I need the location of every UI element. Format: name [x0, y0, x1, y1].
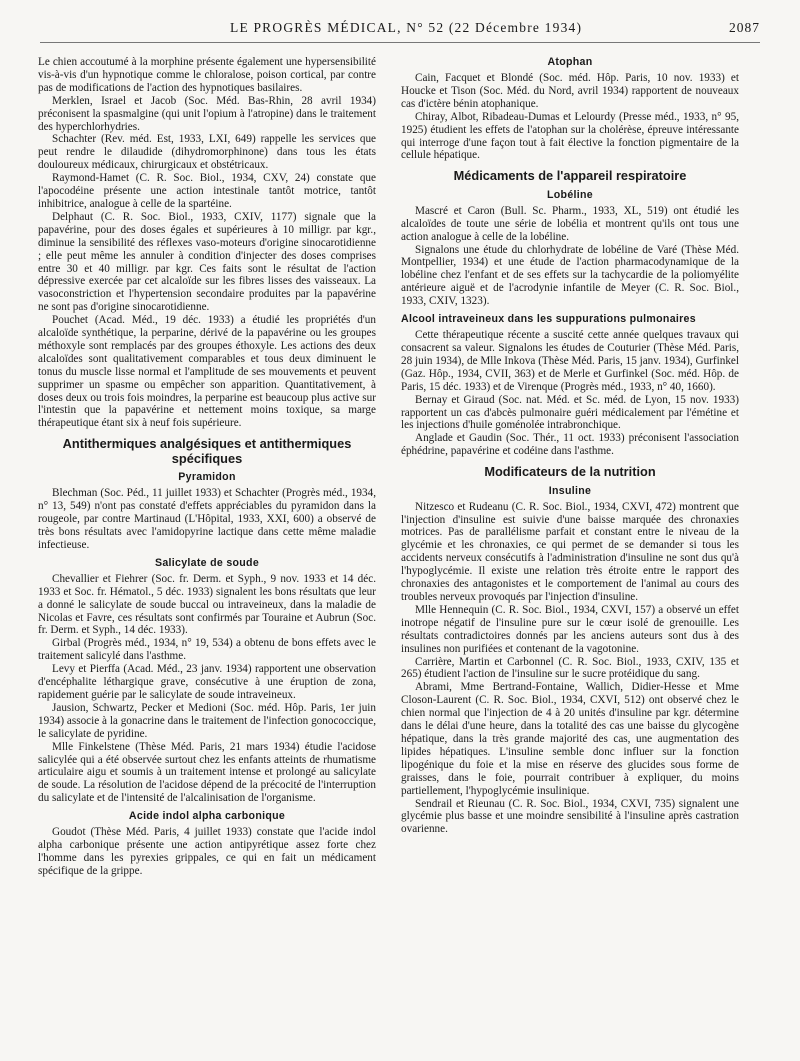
- paragraph: Girbal (Progrès méd., 1934, n° 19, 534) a obtenu de bons effets avec le traitement salicylé dans l'asthme.: [38, 637, 376, 663]
- paragraph: Jausion, Schwartz, Pecker et Medioni (Soc. méd. Hôp. Paris, 1er juin 1934) associe à la gonacrine dans le traitement de l'infection gonococcique, le salicylate de pyridine.: [38, 701, 376, 740]
- subsection-heading: Atophan: [547, 56, 593, 68]
- left-column: [38, 56, 376, 878]
- paragraph: Delphaut (C. R. Soc. Biol., 1933, CXIV, 1177) signale que la papavérine, pour des doses égales et supérieures à 10 milligr. par kgr., diminue la sensibilité des réflexes vaso-moteurs d'origine sinocarotidienne ; elle peut même les annuler à condition d'injecter des doses comprises entre 30 et 40 milligr. par kgr. Ces faits sont le résultat de l'action dépressive exercée par cet alcaloïde sur les fibres lisses des vaisseaux. La vasoconstriction et l'hypertension secondaire produites par la papavérine ne sont pas d'origine sinocarotidienne.: [38, 210, 376, 314]
- page-number: 2087: [729, 20, 760, 35]
- section-heading: Modificateurs de la nutrition: [484, 464, 656, 480]
- paragraph: Abrami, Mme Bertrand-Fontaine, Wallich, Didier-Hesse et Mme Closon-Laurent (C. R. Soc. Biol., 1934, CXVI, 512) ont observé chez le chien normal que l'injection de 4 à 20 unités d'insuline par kgr. détermine dans le délai d'une heure, dans la totalité des cas une baisse du glycogène hépatique, dans la très grande majorité des cas, une augmentation des lipides hépatiques. L'insuline semble donc influer sur la fonction lipogénique du foie et la mise en réserve des glucides sous forme de graisses, dans le foie, pourrait contribuer à expliquer, du moins partiellement, l'hypoglycémie insulinique.: [401, 681, 739, 797]
- paragraph: Cette thérapeutique récente a suscité cette année quelques travaux qui consacrent sa valeur. Signalons les études de Couturier (Thèse Méd. Paris, 28 juin 1934), de Mlle Inkova (Thèse Méd. Paris, 15 janv. 1934), Gurfinkel (Gaz. Hôp., 1934, CVII, 363) et de Merle et Gurfinkel (Soc. méd. Hôp. de Paris, 15 déc. 1933) et de Virenque (Progrès méd., 1933, n° 40, 1660).: [401, 329, 739, 393]
- subsection-heading: Salicylate de soude: [154, 556, 260, 569]
- paragraph: Chiray, Albot, Ribadeau-Dumas et Lelourdy (Presse méd., 1933, n° 95, 1925) étudient les effets de l'atophan sur la cholérèse, épreuve intéressante qui interroge d'une façon tout à fait élective la fonction pigmentaire de la cellule hépatique.: [401, 110, 739, 162]
- paragraph: Le chien accoutumé à la morphine présente également une hypersensibilité vis-à-vis d'un hypnotique comme le chloralose, poison cortical, par contre pas de modifications de l'action des hypnotiques basilaires.: [38, 56, 376, 94]
- running-header: [40, 20, 760, 38]
- right-column: [401, 56, 739, 836]
- paragraph: Merklen, Israel et Jacob (Soc. Méd. Bas-Rhin, 28 avril 1934) préconisent la spasmalgine (qui unit l'opium à l'atropine) dans le traitement des hyperchlorhydries.: [38, 94, 376, 133]
- subsection-heading: Pyramidon: [178, 471, 236, 484]
- paragraph: Carrière, Martin et Carbonnel (C. R. Soc. Biol., 1933, CXIV, 135 et 265) étudient l'action de l'insuline sur le sucre protéidique du sang.: [401, 655, 739, 681]
- paragraph: Cain, Facquet et Blondé (Soc. méd. Hôp. Paris, 10 nov. 1933) et Houcke et Tison (Soc. Méd. du Nord, avril 1934) rapportent de nouveaux cas d'ictère bénin atophanique.: [401, 72, 739, 110]
- paragraph: Bernay et Giraud (Soc. nat. Méd. et Sc. méd. de Lyon, 15 nov. 1933) rapportent un cas d'abcès pulmonaire guéri médicalement par l'émétine et les injections d'huile goménolée intrabronchique.: [401, 393, 739, 432]
- paragraph: Mlle Hennequin (C. R. Soc. Biol., 1934, CXVI, 157) a observé un effet inotrope négatif de l'insuline pure sur le cœur isolé de grenouille. Les résultats contradictoires donnés par les anciens auteurs sont dus à des insulines non purifiées et contenant de la vagotonine.: [401, 603, 739, 655]
- subsection-heading: Acide indol alpha carbonique: [128, 810, 286, 823]
- subsection-heading: Lobéline: [547, 188, 593, 201]
- header-rule: [40, 42, 760, 43]
- subsection-heading: Insuline: [548, 484, 592, 497]
- paragraph: Nitzesco et Rudeanu (C. R. Soc. Biol., 1934, CXVI, 472) montrent que l'injection d'insuline est suivie d'une baisse marquée des chronaxies motrices. Pas de parallélisme parfait et constant entre le niveau de la glycémie et les chronaxies, ce qui permet de se demander si tous les accidents nerveux consécutifs à l'administration d'insuline ne sont dus qu'à l'hypoglycémie. Il existe une relation très étroite entre le rapport des chronaxies des antagonistes et le comportement de l'animal au cours des troubles nerveux provoqués par l'injection d'insuline.: [401, 500, 739, 603]
- paragraph: Signalons une étude du chlorhydrate de lobéline de Varé (Thèse Méd. Montpellier, 1934) et une étude de l'action pharmacodynamique de la lobéline chez l'enfant et de ses effets sur la tachycardie de la poliomyélite antérieure aiguë et de l'acrodynie infantile de Meyer (C. R. Soc. Biol., 1933, CXIV, 1323).: [401, 243, 739, 308]
- paragraph: Raymond-Hamet (C. R. Soc. Biol., 1934, CXV, 24) constate que l'apocodéine présente une action intestinale tantôt motrice, tantôt inhibitrice, analogue à celle de la spartéine.: [38, 172, 376, 210]
- paragraph: Levy et Pierffa (Acad. Méd., 23 janv. 1934) rapportent une observation d'encéphalite léthargique grave, consécutive à une éruption de zona, rapidement guérie par le salicylate de soude intraveineux.: [38, 663, 376, 701]
- paragraph: Schachter (Rev. méd. Est, 1933, LXI, 649) rappelle les services que peut rendre le dilaudide (dihydromorphinone) dans tous les états douloureux médicaux, chirurgicaux et obstétricaux.: [38, 133, 376, 172]
- paragraph: Chevallier et Fiehrer (Soc. fr. Derm. et Syph., 9 nov. 1933 et 14 déc. 1933 et Soc. fr. Hématol., 5 déc. 1933) signalent les bons résultats que leur a donné le salicylate de soude buccal ou intraveineux, dans la maladie de Nicolas et Favre, ces résultats sont confirmés par Touraine et Aubrun (Soc. fr. Derm. et Syph., 14 déc. 1933).: [38, 572, 376, 637]
- paragraph: Sendrail et Rieunau (C. R. Soc. Biol., 1934, CXVI, 735) signalent une glycémie plus basse et une moindre sensibilité à l'insuline après castration ovarienne.: [401, 797, 739, 836]
- paragraph: Anglade et Gaudin (Soc. Thér., 11 oct. 1933) préconisent l'association éphédrine, papavérine et codéine dans l'asthme.: [401, 432, 739, 458]
- subsection-heading: Alcool intraveineux dans les suppurations pulmonaires: [401, 313, 696, 326]
- section-heading: Médicaments de l'appareil respiratoire: [453, 168, 687, 184]
- paragraph: Pouchet (Acad. Méd., 19 déc. 1933) a étudié les propriétés d'un alcaloïde synthétique, la perparine, dérivé de la papavérine ou les groupes méthoxyle sont remplacés par des groupes éthoxyle. Les actions des deux alcaloïdes sont qualitativement comparables et tous deux diminuent le tonus du muscle lisse normal et l'amplitude de ses mouvements et peuvent supprimer un spasme ou empêcher son apparition. Quantitativement, à doses deux ou trois fois moindres, la perparine est beaucoup plus active sur l'intestin que la papavérine et nettement moins toxique, sa marge thérapeutique étant six à neuf fois supérieure.: [38, 314, 376, 430]
- paragraph: Blechman (Soc. Péd., 11 juillet 1933) et Schachter (Progrès méd., 1934, n° 13, 549) n'ont pas constaté d'effets appréciables du pyramidon dans la rougeole, par contre Martinaud (L'Hôpital, 1933, XXI, 600) a observé de très bons résultats avec l'amidopyrine lactique dans cette même maladie infectieuse.: [38, 487, 376, 551]
- paragraph: Mlle Finkelstene (Thèse Méd. Paris, 21 mars 1934) étudie l'acidose salicylée qui a été observée surtout chez les enfants atteints de rhumatisme articulaire aigu et soumis à un traitement intense et prolongé au salicylate de soude. La résolution de l'acidose dépend de la précocité de l'interruption du salicylate et de l'intensité de l'alcalinisation de l'organisme.: [38, 740, 376, 805]
- section-heading: Antithermiques analgésiques et antithermiques spécifiques: [62, 436, 352, 466]
- paragraph: Mascré et Caron (Bull. Sc. Pharm., 1933, XL, 519) ont étudié les alcaloïdes de toute une série de lobélia et montrent qu'ils ont tous une action analogue à celle de la lobéline.: [401, 204, 739, 243]
- journal-title: LE PROGRÈS MÉDICAL, N° 52 (22 Décembre 1934): [230, 20, 583, 35]
- paragraph: Goudot (Thèse Méd. Paris, 4 juillet 1933) constate que l'acide indol alpha carbonique présente une action antipyrétique assez forte chez l'homme dans les pyrexies grippales, ce qui en fait un médicament spécifique de la grippe.: [38, 826, 376, 877]
